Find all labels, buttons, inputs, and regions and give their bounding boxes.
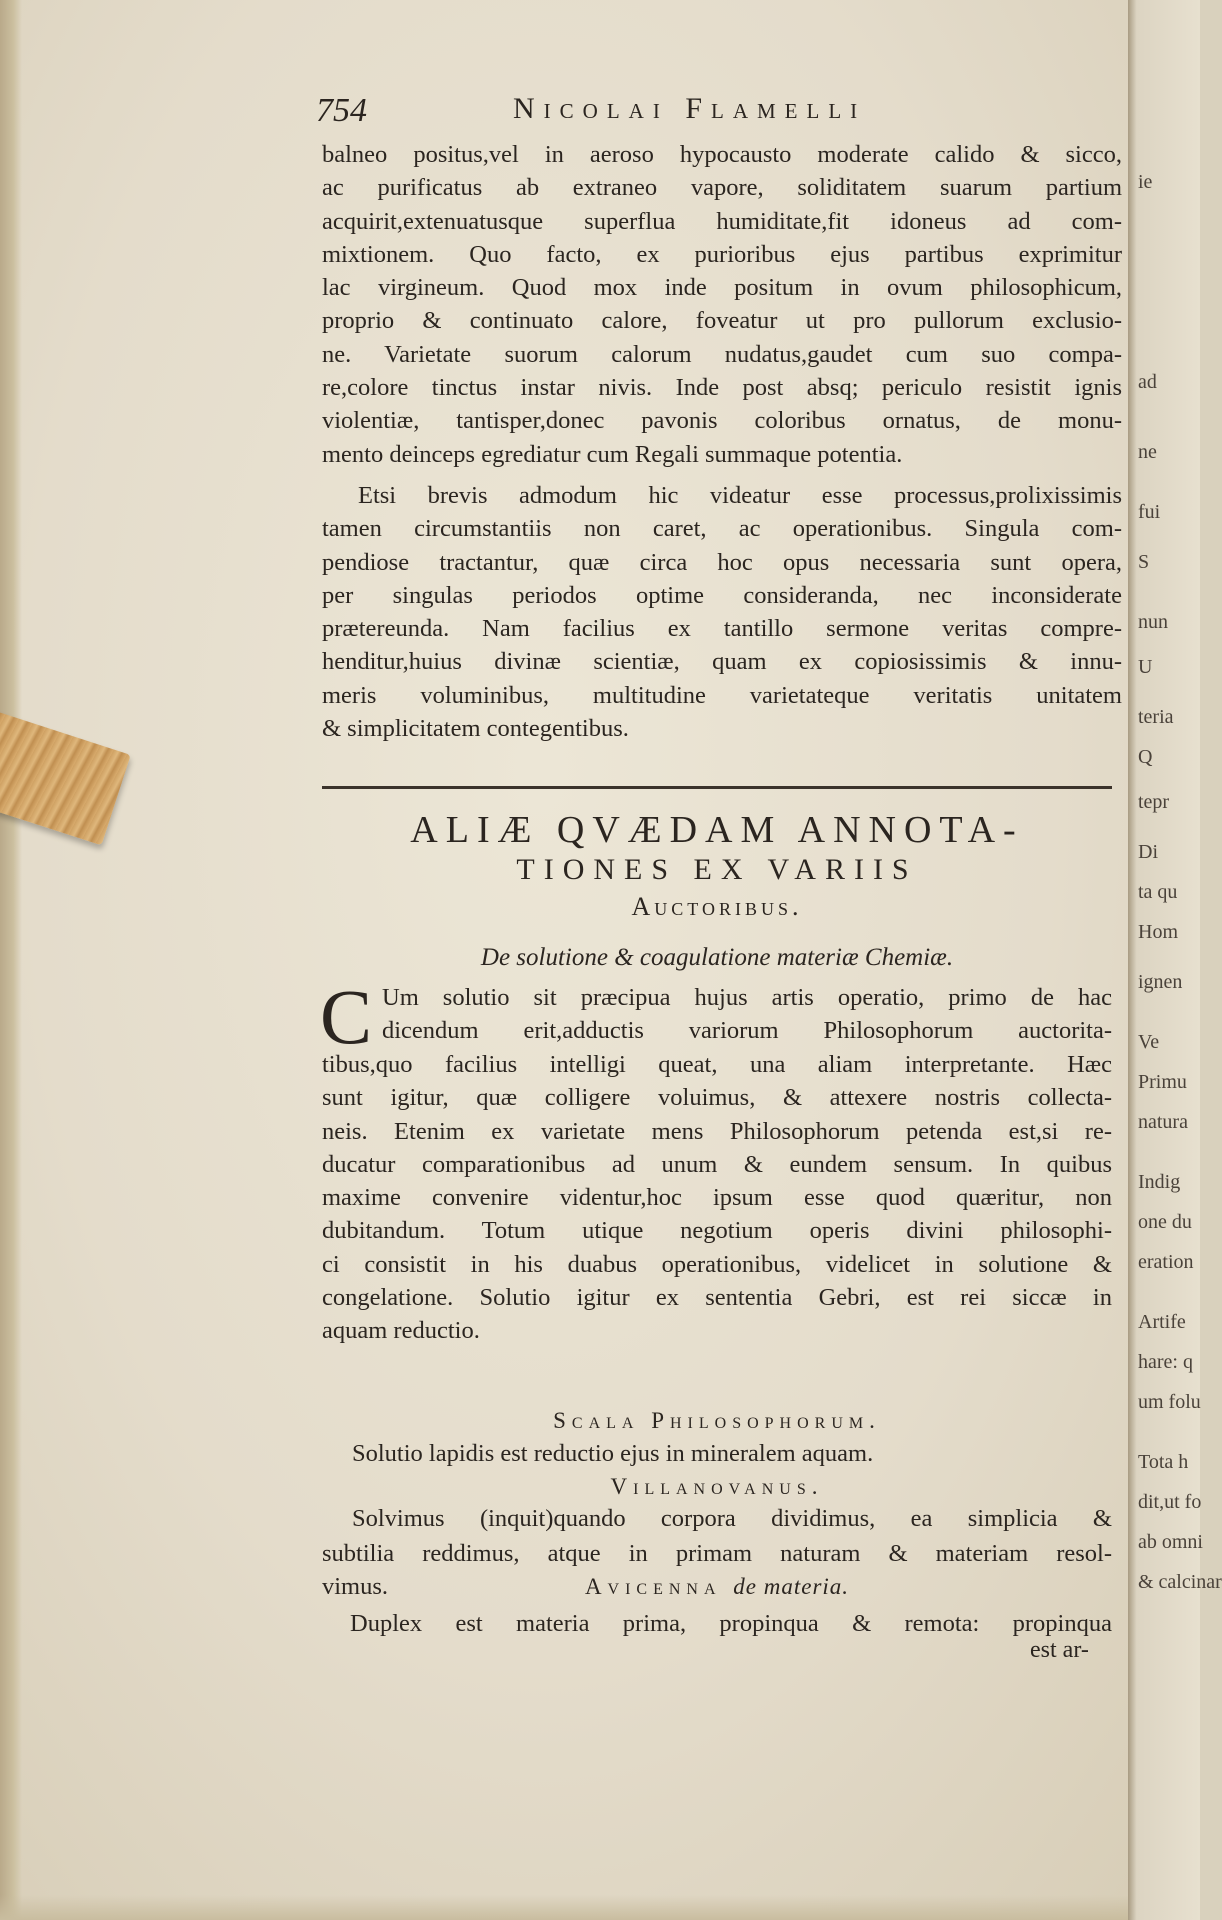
text-line: aquam reductio. xyxy=(322,1317,480,1345)
text-line: neis. Etenim ex varietate mens Philosophorum petenda est,si re- xyxy=(322,1117,1112,1145)
adjacent-page-fragment: S xyxy=(1138,551,1150,573)
adjacent-page-fragment: nun xyxy=(1138,611,1168,633)
adjacent-page-fragment: ie xyxy=(1138,171,1153,193)
text-line: tamen circumstantiis non caret, ac operationibus. Singula com- xyxy=(322,515,1122,543)
adjacent-page-fragment: Indig xyxy=(1138,1171,1181,1193)
catchword: est ar- xyxy=(1030,1637,1089,1663)
binding-edge xyxy=(0,0,22,1920)
text-line: proprio & continuato calore, foveatur ut pro pullorum exclusio- xyxy=(322,307,1122,335)
quote-label-scala: Scala Philosophorum. xyxy=(553,1408,881,1433)
text-line: maxime convenire videntur,hoc ipsum esse quod quæritur, non xyxy=(322,1184,1112,1212)
adjacent-page-fragment: hare: q xyxy=(1138,1351,1193,1373)
quote-label-avicenna-subject: de materia. xyxy=(733,1574,850,1599)
text-line: Etsi brevis admodum hic videatur esse processus,prolixissimis xyxy=(358,482,1122,509)
adjacent-page-fragment: ignen xyxy=(1138,971,1183,993)
page-bottom-edge xyxy=(0,1895,1200,1920)
text-line: lac virgineum. Quod mox inde positum in ovum philosophicum, xyxy=(322,274,1122,302)
body-paragraph xyxy=(322,1048,1112,1348)
text-line: re,colore tinctus instar nivis. Inde post absq; periculo resistit ignis xyxy=(322,374,1122,402)
text-line: Um solutio sit præcipua hujus artis operatio, primo de hac xyxy=(382,984,1112,1011)
text-line: pendiose tractantur, quæ circa hoc opus necessaria sunt opera, xyxy=(322,548,1122,576)
adjacent-page-fragment: Hom xyxy=(1138,921,1178,943)
adjacent-page-fragment: one du xyxy=(1138,1211,1192,1233)
text-line: dicendum erit,adductis variorum Philosophorum auctorita- xyxy=(382,1017,1112,1045)
adjacent-page-fragment: ad xyxy=(1138,371,1157,393)
adjacent-page-fragment: tepr xyxy=(1138,791,1170,813)
quote-label-avicenna xyxy=(322,1574,1112,1600)
adjacent-page-fragment: Tota h xyxy=(1138,1451,1189,1473)
adjacent-page-fragment: dit,ut fo xyxy=(1138,1491,1202,1513)
text-line: tibus,quo facilius intelligi queat, una aliam interpretante. Hæc xyxy=(322,1051,1112,1078)
text-line: ac purificatus ab extraneo vapore, soliditatem suarum partium xyxy=(322,174,1122,202)
text-line: dubitandum. Totum utique negotium operis divini philosophi- xyxy=(322,1217,1112,1245)
section-subheading: De solutione & coagulatione materiæ Chemiæ. xyxy=(480,944,954,971)
adjacent-page-fragment: ta qu xyxy=(1138,881,1178,903)
text-line: Solutio lapidis est reductio ejus in mineralem aquam. xyxy=(352,1440,874,1467)
section-title-line-1: ALIÆ QVÆDAM ANNOTA- xyxy=(410,809,1024,851)
adjacent-page-fragment: teria xyxy=(1138,706,1174,728)
adjacent-page-fragment: ab omni xyxy=(1138,1531,1203,1553)
text-line: violentiæ, tantisper,donec pavonis coloribus ornatus, de monu- xyxy=(322,407,1122,435)
adjacent-page-fragment: Ve xyxy=(1138,1031,1160,1053)
page-number: 754 xyxy=(316,92,367,129)
quote-label-avicenna-name: Avicenna xyxy=(584,1574,722,1599)
intro-paragraph xyxy=(322,138,1122,471)
text-line: ducatur comparationibus ad unum & eundem sensum. In quibus xyxy=(322,1150,1112,1178)
section-title-line-2: TIONES EX VARIIS xyxy=(516,853,918,886)
adjacent-page-fragment: & calcinar xyxy=(1138,1571,1222,1593)
adjacent-page-fragment: ne xyxy=(1138,441,1157,463)
adjacent-page-fragment: U xyxy=(1138,656,1153,678)
adjacent-page-fragment: natura xyxy=(1138,1111,1188,1133)
adjacent-page-fragment: Artife xyxy=(1138,1311,1186,1333)
adjacent-page xyxy=(1128,0,1222,1920)
adjacent-page-fragment: eration xyxy=(1138,1251,1194,1273)
quote-avicenna xyxy=(350,1607,1112,1640)
text-line: Solvimus (inquit)quando corpora dividimus, ea simplicia & xyxy=(352,1505,1112,1532)
text-line: ne. Varietate suorum calorum nudatus,gaudet cum suo compa- xyxy=(322,340,1122,368)
text-line: balneo positus,vel in aeroso hypocausto moderate calido & sicco, xyxy=(322,141,1122,168)
section-rule xyxy=(322,786,1112,789)
text-line: prætereunda. Nam facilius ex tantillo sermone veritas compre- xyxy=(322,615,1122,643)
running-title: Nicolai Flamelli xyxy=(513,92,867,125)
quote-scala xyxy=(352,1437,1112,1470)
text-line: vimus. xyxy=(322,1573,389,1601)
running-head xyxy=(316,92,1116,136)
text-line: meris voluminibus, multitudine varietateque veritatis unitatem xyxy=(322,681,1122,709)
adjacent-page-fragment: um folu xyxy=(1138,1391,1201,1413)
text-line: subtilia reddimus, atque in primam naturam & materiam resol- xyxy=(322,1540,1112,1567)
text-line: mento deinceps egrediatur cum Regali summaque potentia. xyxy=(322,440,903,468)
quote-villanovanus xyxy=(352,1472,1112,1535)
adjacent-page-fragment: Di xyxy=(1138,841,1158,863)
text-line: sunt igitur, quæ colligere voluimus, & attexere nostris collecta- xyxy=(322,1084,1112,1112)
section-title-line-3: Auctoribus. xyxy=(631,892,803,921)
adjacent-page-fragment: Q xyxy=(1138,746,1153,768)
text-line: Duplex est materia prima, propinqua & remota: propinqua xyxy=(350,1610,1112,1637)
text-line: henditur,huius divinæ scientiæ, quam ex copiosissimis & innu- xyxy=(322,648,1122,676)
quote-label-villanovanus: Villanovanus. xyxy=(610,1474,824,1499)
text-line: ci consistit in his duabus operationibus, videlicet in solutione & xyxy=(322,1250,1112,1278)
drop-cap: C xyxy=(320,973,373,1060)
text-line: & simplicitatem contegentibus. xyxy=(322,715,629,743)
second-paragraph xyxy=(322,479,1122,745)
body-paragraph-top xyxy=(382,981,1112,1048)
adjacent-page-fragment: Primu xyxy=(1138,1071,1187,1093)
text-line: mixtionem. Quo facto, ex purioribus ejus partibus exprimitur xyxy=(322,240,1122,268)
adjacent-page-fragment: fui xyxy=(1138,501,1161,523)
text-line: acquirit,extenuatusque superflua humiditate,fit idoneus ad com- xyxy=(322,207,1122,235)
text-line: per singulas periodos optime consideranda, nec inconsiderate xyxy=(322,581,1122,609)
text-line: congelatione. Solutio igitur ex sententia Gebri, est rei siccæ in xyxy=(322,1284,1112,1312)
